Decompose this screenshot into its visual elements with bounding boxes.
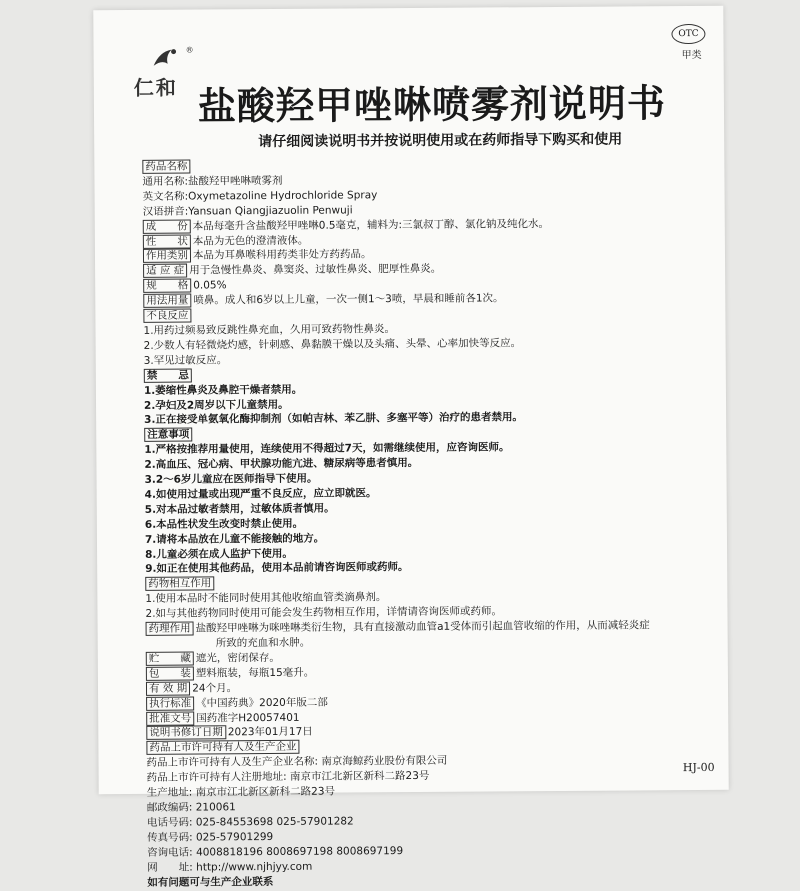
hotline-row: 咨询电话: 4008818196 8008697198 8008697199 — [147, 842, 717, 861]
precautions-heading: 注意事项 — [144, 428, 192, 442]
adverse-item: 2.少数人有轻微烧灼感，针刺感、鼻黏膜干燥以及头痛、头晕、心率加快等反应。 — [144, 335, 714, 354]
otc-category: 甲类 — [682, 46, 702, 61]
generic-name-row: 通用名称:盐酸羟甲唑啉喷雾剂 — [142, 171, 712, 190]
phone-row: 电话号码: 025-84553698 025-57901282 — [147, 812, 717, 831]
contraindication-item: 3.正在接受单氨氧化酶抑制剂（如帕吉林、苯乙肼、多塞平等）治疗的患者禁用。 — [144, 409, 714, 428]
manufacturer-heading: 药品上市许可持有人及生产企业 — [146, 740, 299, 755]
pinyin-name-value: Yansuan Qiangjiazuolin Penwuji — [188, 204, 352, 217]
contraindication-item: 2.孕妇及2周岁以下儿童禁用。 — [144, 394, 714, 413]
standard-row: 执行标准 《中国药典》2020年版二部 — [146, 693, 716, 712]
document-code: HJ-00 — [683, 761, 715, 774]
precaution-item: 8.儿童必须在成人监护下使用。 — [145, 543, 715, 562]
pinyin-name-row: 汉语拼音:Yansuan Qiangjiazuolin Penwuji — [143, 201, 713, 220]
document-subtitle: 请仔细阅读说明书并按说明使用或在药师指导下购买和使用 — [258, 129, 622, 152]
brand-name: 仁和 — [134, 72, 178, 101]
registered-mark: ® — [186, 46, 194, 55]
otc-badge: OTC — [671, 24, 705, 44]
approval-row: 批准文号 国药准字H20057401 — [146, 707, 716, 726]
document-title: 盐酸羟甲唑啉喷雾剂说明书 — [198, 72, 666, 130]
pharmacology-row: 药理作用 盐酸羟甲唑啉为咪唑啉类衍生物，具有直接激动血管a1受体而引起血管收缩的作用，从而减轻炎症 — [146, 618, 716, 637]
contraindications-heading: 禁 忌 — [144, 368, 192, 382]
fax-row: 传真号码: 025-57901299 — [147, 827, 717, 846]
prod-address-row: 生产地址: 南京市江北新区新科二路23号 — [147, 782, 717, 801]
drug-name-heading: 药品名称 — [142, 160, 190, 174]
package-row: 包 装 塑料瓶装，每瓶15毫升。 — [146, 663, 716, 682]
leaflet-content — [142, 156, 717, 890]
pharmacology-continuation: 所致的充血和水肿。 — [146, 633, 716, 652]
precaution-item: 7.请将本品放在儿童不能接触的地方。 — [145, 529, 715, 548]
contraindication-item: 1.萎缩性鼻炎及鼻腔干燥者禁用。 — [144, 379, 714, 398]
storage-row: 贮 藏 遮光，密闭保存。 — [146, 648, 716, 667]
english-name-value: Oxymetazoline Hydrochloride Spray — [188, 189, 377, 202]
precaution-item: 3.2～6岁儿童应在医师指导下使用。 — [145, 469, 715, 488]
interaction-item: 2.如与其他药物同时使用可能会发生药物相互作用，详情请咨询医师或药师。 — [145, 603, 715, 622]
adverse-item: 1.用药过频易致反跳性鼻充血，久用可致药物性鼻炎。 — [143, 320, 713, 339]
spec-row: 规 格 0.05% — [143, 275, 713, 294]
english-name-row: 英文名称:Oxymetazoline Hydrochloride Spray — [143, 186, 713, 205]
instruction-sheet — [93, 6, 728, 794]
precaution-item: 9.如正在使用其他药品，使用本品前请咨询医师或药师。 — [145, 558, 715, 577]
properties-row: 性 状 本品为无色的澄清液体。 — [143, 230, 713, 249]
precaution-item: 5.对本品过敏者禁用，过敏体质者慎用。 — [145, 499, 715, 518]
adverse-item: 3.罕见过敏反应。 — [144, 350, 714, 369]
footer-note: 如有问题可与生产企业联系 — [147, 871, 717, 890]
precaution-item: 2.高血压、冠心病、甲状腺功能亢进、糖尿病等患者慎用。 — [144, 454, 714, 473]
ingredients-row: 成 份 本品每毫升含盐酸羟甲唑啉0.5毫克，辅料为:三氯叔丁醇、氯化钠及纯化水。 — [143, 216, 713, 235]
dosage-row: 用法用量 喷鼻。成人和6岁以上儿童，一次一侧1～3喷，早晨和睡前各1次。 — [143, 290, 713, 309]
revision-row: 说明书修订日期 2023年01月17日 — [146, 722, 716, 741]
zip-row: 邮政编码: 210061 — [147, 797, 717, 816]
reg-address-row: 药品上市许可持有人注册地址: 南京市江北新区新科二路23号 — [147, 767, 717, 786]
indications-row: 适 应 症 用于急慢性鼻炎、鼻窦炎、过敏性鼻炎、肥厚性鼻炎。 — [143, 260, 713, 279]
validity-row: 有 效 期 24个月。 — [146, 678, 716, 697]
generic-name-value: 盐酸羟甲唑啉喷雾剂 — [188, 175, 283, 188]
precaution-item: 1.严格按推荐用量使用，连续使用不得超过7天，如需继续使用，应咨询医师。 — [144, 439, 714, 458]
interaction-item: 1.使用本品时不能同时使用其他收缩血管类滴鼻剂。 — [145, 588, 715, 607]
website-row: 网 址: http://www.njhjyy.com — [147, 856, 717, 875]
precaution-item: 6.本品性状发生改变时禁止使用。 — [145, 514, 715, 533]
crane-logo-icon — [152, 46, 180, 70]
holder-row: 药品上市许可持有人及生产企业名称: 南京海鲸药业股份有限公司 — [146, 752, 716, 771]
category-row: 作用类别 本品为耳鼻喉科用药类非处方药药品。 — [143, 245, 713, 264]
interactions-heading: 药物相互作用 — [145, 577, 214, 591]
precaution-item: 4.如使用过量或出现严重不良反应，应立即就医。 — [145, 484, 715, 503]
adverse-heading: 不良反应 — [143, 309, 191, 323]
